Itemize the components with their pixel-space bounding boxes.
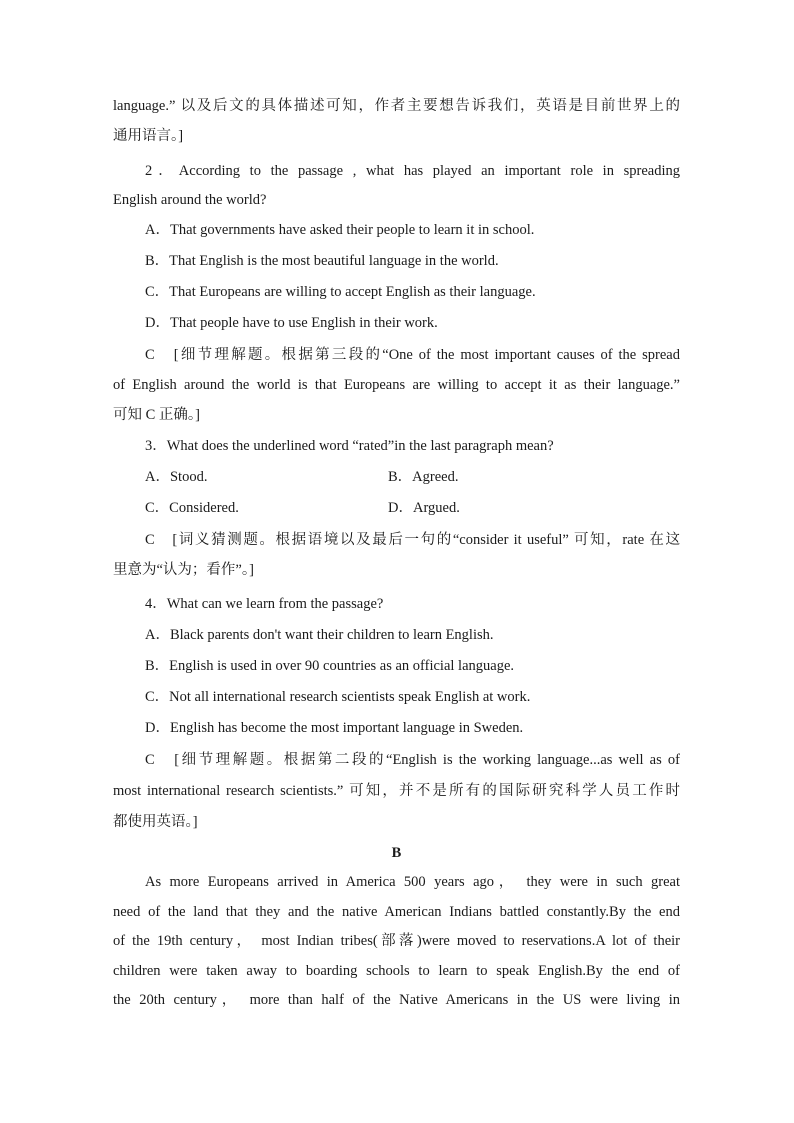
question-4: 4．What can we learn from the passage? (145, 596, 384, 612)
option-c: C．Considered. (145, 500, 239, 516)
option-c: C．Not all international research scientists speak English at work. (145, 689, 531, 705)
option-b: B．That English is the most beautiful language in the world. (145, 253, 499, 269)
passage-line: children were taken away to boarding schools to learn to speak English.By the end of (113, 963, 680, 979)
explanation-line: 通用语言。] (113, 128, 184, 144)
answer-2-cont: of English around the world is that Europeans are willing to accept it as their language.” (113, 377, 680, 393)
section-heading: B (391, 845, 402, 861)
question-2-cont: English around the world? (113, 192, 267, 208)
option-c: C．That Europeans are willing to accept English as their language. (145, 284, 536, 300)
option-a: A．That governments have asked their people to learn it in school. (145, 222, 535, 238)
option-d: D．Argued. (388, 500, 460, 516)
option-a: A．Stood. (145, 469, 208, 485)
answer-4-cont: most international research scientists.” 可知，并不是所有的国际研究科学人员工作时 (113, 783, 680, 799)
question-2: 2．According to the passage , what has played an important role in spreading (145, 163, 680, 179)
passage-line: the 20th century， more than half of the Native Americans in the US were living in (113, 992, 680, 1008)
passage-line: As more Europeans arrived in America 500 years ago， they were in such great (145, 874, 680, 890)
answer-2-cont: 可知 C 正确。] (113, 407, 200, 423)
answer-4-cont: 都使用英语。] (113, 814, 198, 830)
answer-4: C [细节理解题。根据第二段的“English is the working language...as well as of (145, 752, 680, 768)
passage-line: need of the land that they and the native American Indians battled constantly.By the end (113, 904, 680, 920)
answer-2: C [细节理解题。根据第三段的“One of the most important causes of the spread (145, 347, 680, 363)
question-3: 3．What does the underlined word “rated”in the last paragraph mean? (145, 438, 554, 454)
answer-3-cont: 里意为“认为；看作”。] (113, 562, 254, 578)
explanation-line: language.” 以及后文的具体描述可知，作者主要想告诉我们，英语是目前世界上的 (113, 98, 680, 114)
option-a: A．Black parents don't want their children to learn English. (145, 627, 494, 643)
option-b: B．English is used in over 90 countries as an official language. (145, 658, 514, 674)
passage-line: of the 19th century， most Indian tribes(部落)were moved to reservations.A lot of their (113, 933, 680, 949)
option-b: B．Agreed. (388, 469, 459, 485)
option-d: D．English has become the most important language in Sweden. (145, 720, 524, 736)
answer-3: C [词义猜测题。根据语境以及最后一句的“consider it useful” 可知，rate 在这 (145, 532, 680, 548)
option-d: D．That people have to use English in their work. (145, 315, 438, 331)
